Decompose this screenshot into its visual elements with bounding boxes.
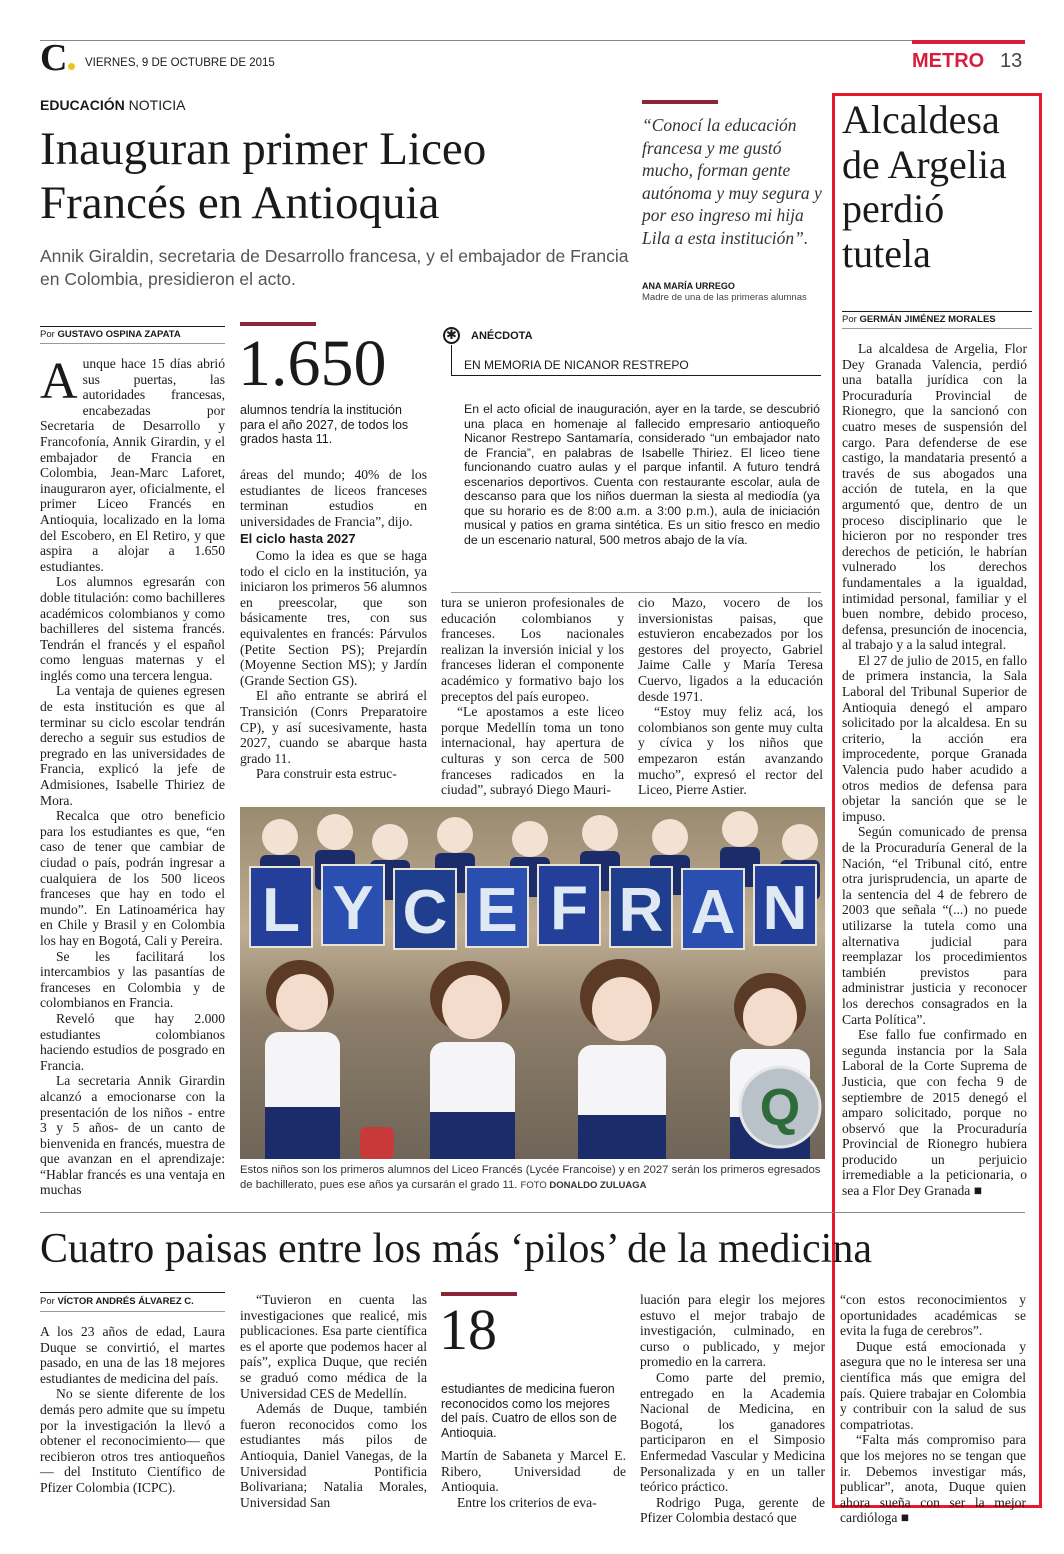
stat-text: alumnos tendría la institución para el año 2027, de todos los grados hasta 11. [240,403,409,447]
drop-cap: A [40,353,78,410]
second-byline: Por VÍCTOR ANDRÉS ÁLVAREZ C. [40,1296,194,1307]
anecdota-title: EN MEMORIA DE NICANOR RESTREPO [464,358,689,372]
stat2-bar [441,1292,517,1296]
anecdota-body: En el acto oficial de inauguración, ayer en la tarde, se descubrió una placa en homenaje al fallecido empresario antioqueño Nicanor Restrepo Santamaría, considerado “un embajador nato de Francia”, en palabras de Isabelle Thiriez. El liceo tiene funcionando cuatro aulas y el parque infantil. A futuro tendrá escenarios deportivos. Cuenta con restaurante escolar, aula de descanso para que los niños duerman la siesta al mediodía (ya que su horario es de 8:00 a.m. a 3:00 p.m.), aula de iniciación musical y patios en grama sintética. Es un sitio fresco en medio de un escenario natural, 500 metros abajo de la vía. [464,402,820,547]
photo-illustration [240,807,825,1159]
quote-bar [642,100,718,104]
stat2-number: 18 [439,1297,497,1362]
second-headline: Cuatro paisas entre los más ‘pilos’ de la medicina [40,1226,872,1272]
subheading: El ciclo hasta 2027 [240,531,356,547]
sidebar-body: La alcaldesa de Argelia, Flor Dey Granada Valencia, perdió una batalla jurídica con la Procuraduría Provincial de Rionegro, que la sancionó con cuatro meses de suspensión del cargo. Para defenderse de ese castigo, la mandataria presentó a través de sus abogados una acción de tutela, en la que argumentó que, dentro de un proceso disciplinario que le hicieron por no responder tres derechos de petición, le habrían vulnerado los derechos fundamentales a la igualdad, intimidad personal, familiar y el buen nombre, debido proceso, defensa, presunción de inocencia, al trabajo y a la salud integral. El 27 de julio de 2015, en fallo de primera instancia, la Sala Laboral del Tribunal Superior de Antioquia denegó el amparo solicitado por la alcaldesa. En su criterio, la acción era improcedente, porque Granada Valencia pudo haber acudido a otros medios de defensa para objetar la sanción que se le impuso. Según comunicado de prensa de la Procuraduría General de la Nación, “el Tribunal citó, entre otra jurisprudencia, un aparte de la sentencia del 4 de febrero de 2003 que señala “(...) no puede utilizarse la tutela como una alternativa judicial para reemplazar los procedimientos también previstos para administrar justicia y reconocer los derechos consagrados en la Carta Política”. Ese fallo fue confirmado en segunda instancia por la Sala Laboral de la Corte Suprema de Justicia, que con fecha 9 de septiembre de 2015 denegó el amparo solicitado, porque no observó que la Procuraduría Provincial de Rionegro hubiera producido un perjuicio irremediable a la peticionaria, o sea a Flor Dey Granada ■ [842,341,1027,1199]
issue-date: VIERNES, 9 DE OCTUBRE DE 2015 [85,57,275,69]
card-letter-1: Y [332,874,374,943]
logo: C [40,41,75,75]
main-headline: Inauguran primer Liceo Francés en Antioquia [40,123,487,229]
photo-caption: Estos niños son los primeros alumnos del Liceo Francés (Lycée Francoise) y en 2027 serán los primeros egresados de bachillerato, pues ese años ya cursarán el grado 11. FOTO DONALDO ZULUAGA [240,1164,821,1191]
card-letter-6: A [690,878,736,947]
card-letter-2: C [402,878,448,947]
second-col-2: “Tuvieron en cuenta las investigaciones que realicé, mis publicaciones. Esa parte científica es el aporte que podemos hacer al país”, explica Duque, que recién se graduó como médica de la Universidad CES de Medellín. Además de Duque, también fueron reconocidos como los estudiantes más pilos de Antioquia, Daniel Vanegas, de la Universidad Pontificia Bolivariana; Natalia Morales, Universidad San [240,1292,427,1510]
stat-number: 1.650 [238,327,387,400]
second-col-3: Martín de Sabaneta y Marcel E. Ribero, Universidad de Antioquia. Entre los criterios de eva- [441,1448,626,1510]
main-subhead: Annik Giraldin, secretaria de Desarrollo francesa, y el embajador de Francia en Colombia, presidieron el acto. [40,246,629,289]
anecdota-label: ANÉCDOTA [471,330,533,342]
main-byline: Por GUSTAVO OSPINA ZAPATA [40,329,181,340]
second-col-4: luación para elegir los mejores estuvo el mejor trabajo de investigación, culminado, en curso o publicado, y mejor promedio en la carrera. Como parte del premio, entregado en la Academia Nacional de Medicina, en Bogotá, los ganadores participaron en el Simposio Enfermedad Vascular y Medicina Personalizada y en un taller teórico práctico. Rodrigo Puga, gerente de Pfizer Colombia destacó que [640,1292,825,1526]
card-letter-5: R [618,876,664,945]
main-col-2: áreas del mundo; 40% de los estudiantes de liceos franceses terminan estudios en universidades de Francia”, dijo. El ciclo hasta 2027 Como la idea es que se haga todo el ciclo en la institución, ya iniciaron los primeros 56 alumnos en preescolar, que son básicamente tres, con sus equivalentes en francés: Párvulos (Petite Section PS); Prejardín (Moyenne Section MS); y Jardín (Grande Section GS). El año entrante se abrirá el Transición (Conrs Preparatoire CP), y así sucesivamente, hasta 2027, cuando se abarque hasta grado 11. Para construir esta estruc- [240,467,427,782]
classroom-photo [240,807,825,1159]
card-letter-7: N [762,874,808,943]
section-bar [912,40,1025,44]
page-number: 13 [1000,50,1023,72]
kicker: EDUCACIÓN NOTICIA [40,97,186,113]
card-letter-0: L [262,876,300,945]
logo-dot [68,63,75,70]
card-letter-4: F [550,874,588,943]
sidebar-headline: Alcaldesa de Argelia perdió tutela [842,97,1007,276]
quote-role: Madre de una de las primeras alumnas [642,292,807,303]
main-col-4: cio Mazo, vocero de los inversionistas paisas, que estuvieron encabezados por los gestores del proyecto, Gabriel Jaime Calle y María Teresa Cuervo, ligados a la educación desde 1971. “Estoy muy feliz acá, los colombianos son gente muy culta y cívica y los niños que empezaron están avanzando mucho”, expresó el rector del Liceo, Pierre Astier. [638,595,823,798]
section-label: METRO [912,50,985,72]
stat-bar [240,322,316,326]
main-col-3: tura se unieron profesionales de educación colombianos y franceses. Los nacionales realizan la inversión inicial y los franceses lideran el componente académico y formativo bajo los preceptos del país europeo. “Le apostamos a este liceo porque Medellín toma un tono internacional, hay apertura de culturas y son cerca de 500 franceses radicados en la ciudad”, subrayó Diego Mauri- [441,595,624,798]
card-letter-8: Q [759,1079,801,1137]
pull-quote: “Conocí la educación francesa y me gustó mucho, forman gente autónoma y muy segura y por eso ingreso mi hija Lila a esta institución”. [642,115,822,248]
quote-name: ANA MARÍA URREGO [642,281,735,291]
stat2-text: estudiantes de medicina fueron reconocidos como los mejores del país. Cuatro de ellos son de Antioquia. [441,1382,617,1440]
card-letter-3: E [476,876,518,945]
second-col-5: “con estos reconocimientos y oportunidades académicas se evita la fuga de cerebros”. Duque está emocionada y asegura que no le interesa ser una científica más que emigra del país. Quiere trabajar en Colombia y contribuir con la salud de sus compatriotas. “Falta más compromiso para que los mejores no se tengan que ir. Debemos investigar más, publicar”, anota, Duque quien ahora sueña con ser la mejor cardióloga ■ [840,1292,1026,1526]
sidebar-byline: Por GERMÁN JIMÉNEZ MORALES [842,314,996,325]
main-col-1: Aunque hace 15 días abrió sus puertas, las autoridades francesas, encabezadas por Secretaria de Desarrollo y Francofonía, Annik Girardin, y el embajador de Francia en Colombia, Jean-Marc Laforet, inauguraron ayer, oficialmente, el primer Liceo Francés en Antioquia, localizado en la loma del Escobero, en El Retiro, y que aspira a alojar a 1.650 estudiantes. Los alumnos egresarán con doble titulación: como bachilleres académicos colombianos y como bachilleres del sistema francés. Tendrán el francés y el español como lenguas maternas y el inglés como una tercera lengua. La ventaja de quienes egresen de esta institución es que al terminar su ciclo escolar tendrán derecho a seguir sus estudios de pregrado en las universidades de Francia, explicó la jefe de Admisiones, Isabelle Thiriez de Mora. Recalca que otro beneficio para los estudiantes es que, “en caso de tener que cambiar de ciudad o país, podrán ingresar a cualquiera de los 500 liceos franceses que hay en todo el mundo”. En Latinoamérica hay en Chile y Brasil y en Colombia los hay en Bogotá, Cali y Pereira. Se les facilitará los intercambios y las pasantías de franceses en Colombia y de colombianos en Francia. Reveló que hay 2.000 estudiantes colombianos haciendo estudios de posgrado en Francia. La secretaria Annik Girardin alcanzó a emocionarse con la presentación de los niños - entre 3 y 5 años- de un canto de bienvenida en francés, muestra de que avanzan en el aprendizaje: “Hablar francés es una ventaja en muchas [40,353,225,1198]
anecdota-icon: ✱ [443,327,460,344]
second-col-1: A los 23 años de edad, Laura Duque se convirtió, el martes pasado, en una de las 18 mejores estudiantes de medicina del país. No se siente diferente de los demás pero admite que su ímpetu por la investigación la llevó a obtener el reconocimiento— que recibieron otros tres antioqueños— del Instituto Científico de Pfizer Colombia (ICPC). [40,1324,225,1495]
